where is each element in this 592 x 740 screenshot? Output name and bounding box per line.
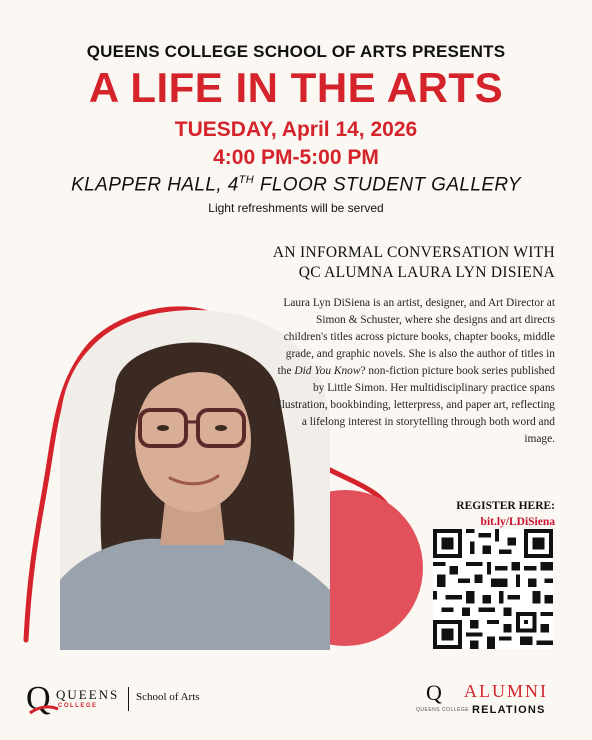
queens-q-glyph: Q [26,680,51,717]
queens-word: QUEENS [56,687,120,702]
bio-text: Laura Lyn DiSiena is an artist, designer, and Art Director at Simon & Schuster, where she designs and art directs children's titles across picture books, chapter books, middle grade, and graphic novels. She is also the author of titles in the Did You Know? non-fiction picture book series published by Little Simon. Her multidisciplinary practice spans illustration, bookbinding, letterpress, and paper art, reflecting a lifelong interest in storytelling through both word and image. [275,297,555,445]
queens-school-of-arts-logo [26,681,226,721]
refreshments-note: Light refreshments will be served [208,201,384,215]
alumni-relations-logo [416,680,570,721]
school-of-arts-label: School of Arts [136,691,200,703]
swoosh-icon [28,703,60,717]
event-venue: KLAPPER HALL, 4TH FLOOR STUDENT GALLERY [71,174,521,196]
register-link[interactable]: bit.ly/LDiSiena [480,516,555,528]
qr-code[interactable] [433,529,553,649]
college-word: COLLEGE [58,703,98,709]
alumni-word: ALUMNI [464,681,548,701]
conversation-heading: AN INFORMAL CONVERSATION WITH QC ALUMNA LAURA LYN DISIENA [272,244,555,281]
logo-divider [128,687,129,711]
register-label: REGISTER HERE: [456,500,555,512]
alumni-q-glyph: Q [426,680,442,705]
presents-line: QUEENS COLLEGE SCHOOL OF ARTS PRESENTS [86,42,506,61]
event-time: 4:00 PM-5:00 PM [213,146,379,169]
alumni-small-label: QUEENS COLLEGE [416,707,470,713]
register-block [420,498,555,530]
event-date: TUESDAY, April 14, 2026 [174,118,418,141]
relations-word: RELATIONS [472,704,546,716]
event-title: A LIFE IN THE ARTS [88,64,504,111]
